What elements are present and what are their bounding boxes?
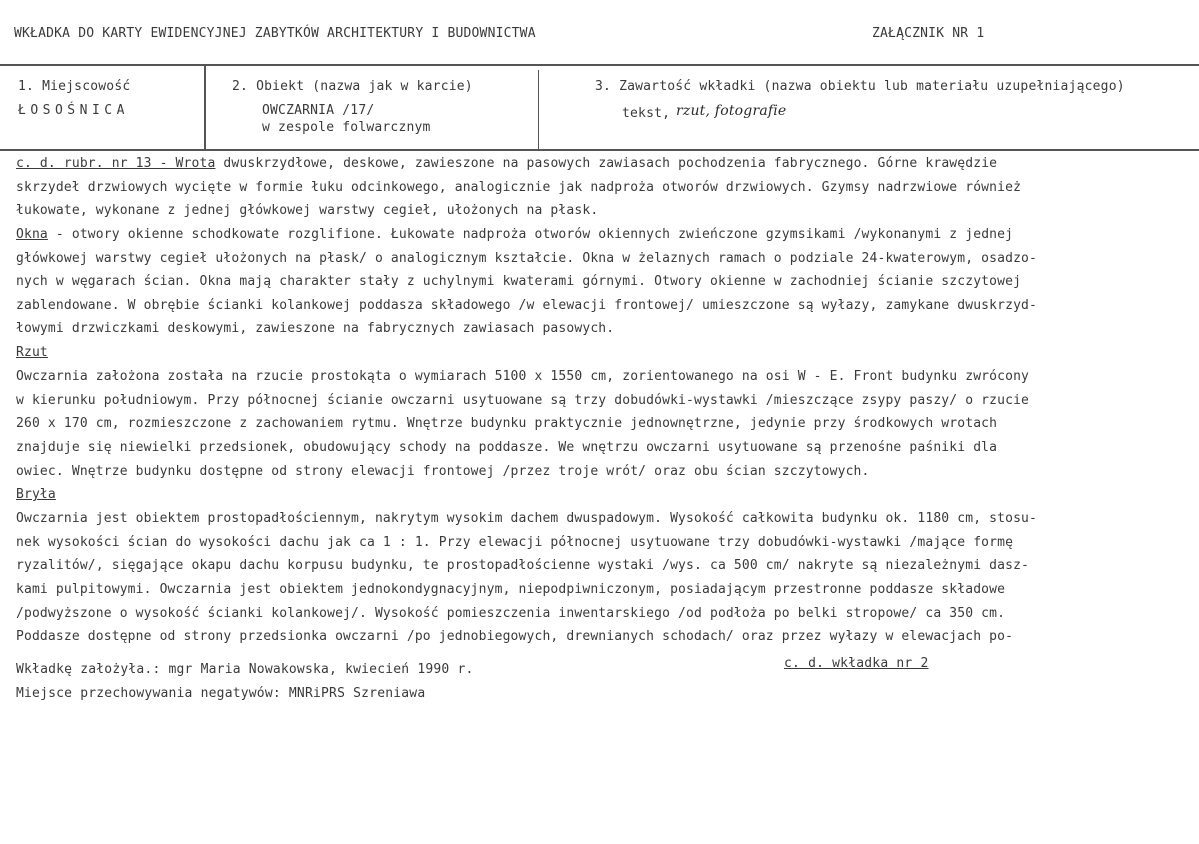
header-box-divider-2	[538, 70, 539, 150]
body-line-13: znajduje się niewielki przedsionek, obudowujący schody na poddasze. We wnętrzu owczarni usytuowane są przenośne paśniki dla	[16, 440, 998, 455]
header-box-bottom-rule	[0, 149, 1199, 151]
body-line-16: Owczarnia jest obiektem prostopadłościennym, nakrytym wysokim dachem dwuspadowym. Wysokość całkowita budynku ok. 1180 cm, stosu-	[16, 511, 1038, 526]
body-line-1	[16, 156, 997, 171]
body-line-4	[16, 227, 1013, 242]
body-line-3: łukowate, wykonane z jednej główkowej warstwy cegieł, ułożonych na płask.	[16, 203, 599, 218]
body-line-2: skrzydeł drzwiowych wycięte w formie łuku odcinkowego, analogicznie jak nadproża otworów drzwiowych. Gzymsy nadrzwiowe również	[16, 180, 1022, 195]
body-line-20: /podwyższone o wysokość ścianki kolankowej/. Wysokość pomieszczenia inwentarskiego /od podłoża po belki stropowe/ ca 350 cm.	[16, 606, 1006, 621]
body-line-17: nek wysokości ścian do wysokości dachu jak ca 1 : 1. Przy elewacji północnej usytuowane trzy dobudówki-wystawki /mające formę	[16, 535, 1014, 550]
section-heading-okna: Okna	[16, 227, 48, 242]
negatives-location: Miejsce przechowywania negatywów: MNRiPRS Szreniawa	[16, 686, 426, 701]
body-line-11: w kierunku południowym. Przy północnej ścianie owczarni usytuowane są trzy dobudówki-wystawki /mieszczące zsypy paszy/ o rzucie	[16, 393, 1030, 408]
body-line-21: Poddasze dostępne od strony przedsionka owczarni /po jednobiegowych, drewnianych schodach/ oraz przez wyłazy w elewacjach po-	[16, 629, 1014, 644]
place-label: 1. Miejscowość	[18, 79, 131, 94]
body-line-5: główkowej warstwy cegieł ułożonych na płask/ o analogicznym kształcie. Okna w żelaznych ramach o podziale 24-kwaterowym, osadzo-	[16, 251, 1038, 266]
body-text: dwuskrzydłowe, deskowe, zawieszone na pasowych zawiasach pochodzenia fabrycznego. Górne krawędzie	[215, 156, 998, 171]
body-line-19: kami pulpitowymi. Owczarnia jest obiektem jednokondygnacyjnym, niepodpiwniczonym, posiadającym przestronne poddasze składowe	[16, 582, 1006, 597]
section-heading-rzut: Rzut	[16, 345, 48, 360]
body-line-14: owiec. Wnętrze budynku dostępne od strony elewacji frontowej /przez troje wrót/ oraz obu ścian szczytowych.	[16, 464, 870, 479]
prepared-by: Wkładkę założyła.: mgr Maria Nowakowska, kwiecień 1990 r.	[16, 662, 474, 677]
contents-label: 3. Zawartość wkładki (nazwa obiektu lub materiału uzupełniającego)	[595, 79, 1125, 94]
section-heading-bryla: Bryła	[16, 487, 56, 502]
contents-value-typed: tekst,	[622, 106, 671, 121]
body-line-7: zablendowane. W obrębie ścianki kolankowej poddasza składowego /w elewacji frontowej/ umieszczone są wyłazy, zamykane dwuskrzyd-	[16, 298, 1038, 313]
body-text: - otwory okienne schodkowate rozglifione. Łukowate nadproża otworów okiennych zwieńczone gzymsikami /wykonanymi z jednej	[47, 227, 1014, 242]
object-value-context: w zespole folwarcznym	[262, 120, 431, 135]
body-prefix: c. d. rubr. nr 13 -	[16, 156, 176, 171]
body-line-10: Owczarnia założona została na rzucie prostokąta o wymiarach 5100 x 1550 cm, zorientowanego na osi W - E. Front budynku zwrócony	[16, 369, 1030, 384]
body-line-8: łowymi drzwiczkami deskowymi, zawieszone na fabrycznych zawiasach pasowych.	[16, 321, 615, 336]
attachment-label: ZAŁĄCZNIK NR 1	[872, 26, 985, 41]
header-box-top-rule	[0, 64, 1199, 66]
object-label: 2. Obiekt (nazwa jak w karcie)	[232, 79, 473, 94]
contents-value-handwritten: rzut, fotografie	[676, 103, 787, 119]
header-box-divider-1	[204, 66, 206, 150]
place-value: ŁOSOŚNICA	[18, 103, 129, 118]
body-line-6: nych w węgarach ścian. Okna mają charakter stały z uchylnymi kwaterami górnymi. Otwory okienne w zachodniej ścianie szczytowej	[16, 274, 1022, 289]
body-line-12: 260 x 170 cm, rozmieszczone z zachowaniem rytmu. Wnętrze budynku praktycznie jednownętrzne, jedynie przy środkowych wrotach	[16, 416, 998, 431]
body-line-18: ryzalitów/, sięgające okapu dachu korpusu budynku, te prostopadłościenne wystaki /wys. ca 500 cm/ nakryte są niezależnymi dasz-	[16, 558, 1030, 573]
section-heading-wrota: Wrota	[175, 156, 216, 171]
document-title: WKŁADKA DO KARTY EWIDENCYJNEJ ZABYTKÓW ARCHITEKTURY I BUDOWNICTWA	[14, 26, 536, 41]
object-value-name: OWCZARNIA /17/	[262, 103, 375, 118]
continued-reference: c. d. wkładka nr 2	[784, 656, 929, 671]
